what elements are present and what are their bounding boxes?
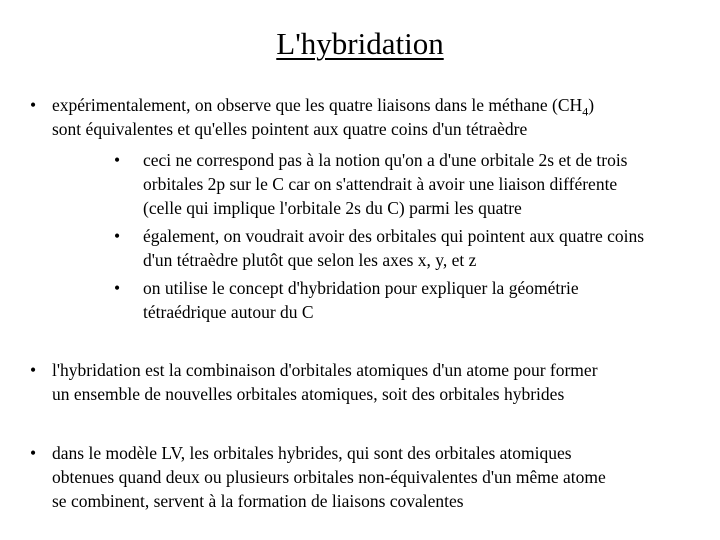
text-line: on utilise le concept d'hybridation pour expliquer la géométrie bbox=[143, 278, 579, 298]
text: expérimentalement, on observe que les quatre liaisons dans le méthane (CH bbox=[52, 95, 583, 115]
sub-bullet-item-3 bbox=[143, 276, 579, 324]
bullet-icon: • bbox=[30, 360, 37, 380]
text-line: (celle qui implique l'orbitale 2s du C) parmi les quatre bbox=[143, 198, 522, 218]
text-line bbox=[52, 93, 594, 117]
text-line: se combinent, servent à la formation de liaisons covalentes bbox=[52, 491, 464, 511]
text-line: tétraédrique autour du C bbox=[143, 302, 314, 322]
subscript: 4 bbox=[582, 104, 589, 119]
text-line: ceci ne correspond pas à la notion qu'on a d'une orbitale 2s et de trois bbox=[143, 150, 628, 170]
text: ) bbox=[588, 95, 595, 115]
slide-title: L'hybridation bbox=[276, 26, 444, 61]
text-line: dans le modèle LV, les orbitales hybrides, qui sont des orbitales atomiques bbox=[52, 443, 572, 463]
bullet-item-3 bbox=[52, 441, 606, 513]
text-line: sont équivalentes et qu'elles pointent aux quatre coins d'un tétraèdre bbox=[52, 119, 528, 139]
text-line: un ensemble de nouvelles orbitales atomiques, soit des orbitales hybrides bbox=[52, 384, 565, 404]
bullet-icon: • bbox=[30, 95, 37, 115]
text-line: d'un tétraèdre plutôt que selon les axes x, y, et z bbox=[143, 250, 477, 270]
text-line: obtenues quand deux ou plusieurs orbitales non-équivalentes d'un même atome bbox=[52, 467, 606, 487]
bullet-icon: • bbox=[30, 443, 37, 463]
text-line: également, on voudrait avoir des orbitales qui pointent aux quatre coins bbox=[143, 226, 645, 246]
text-line: orbitales 2p sur le C car on s'attendrait à avoir une liaison différente bbox=[143, 174, 618, 194]
text-line: l'hybridation est la combinaison d'orbitales atomiques d'un atome pour former bbox=[52, 360, 598, 380]
bullet-icon: • bbox=[114, 226, 121, 246]
sub-bullet-item-2 bbox=[143, 224, 644, 272]
bullet-item-2 bbox=[52, 358, 598, 406]
bullet-icon: • bbox=[114, 150, 121, 170]
sub-bullet-item-1 bbox=[143, 148, 628, 220]
bullet-icon: • bbox=[114, 278, 121, 298]
bullet-item-1 bbox=[52, 93, 594, 141]
